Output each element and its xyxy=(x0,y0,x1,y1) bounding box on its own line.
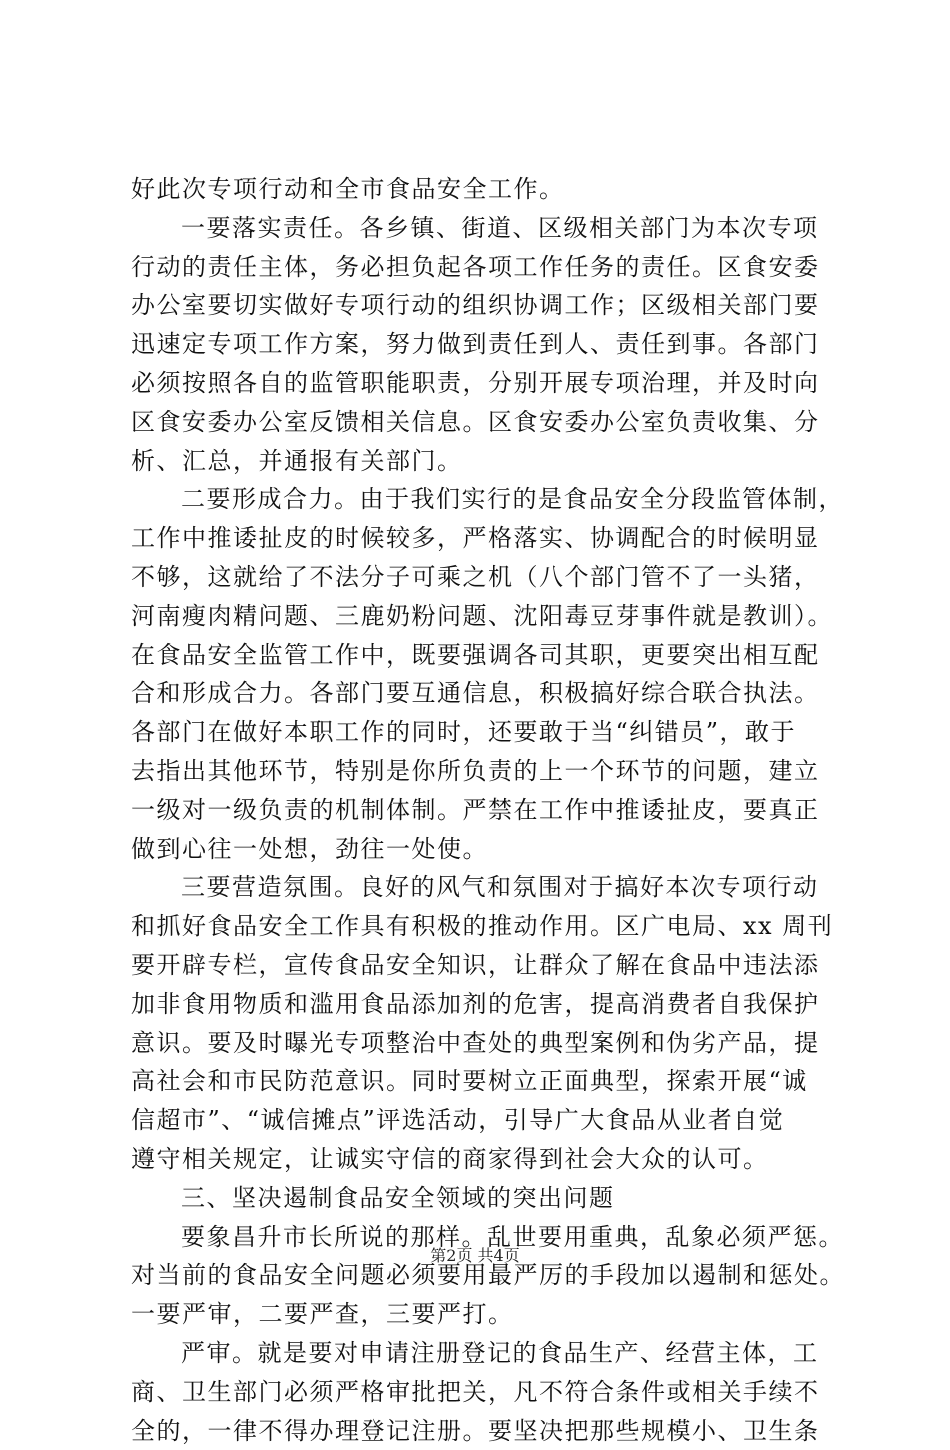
text-line: 工作中推诿扯皮的时候较多，严格落实、协调配合的时候明显 xyxy=(131,519,831,558)
text-line: 和抓好食品安全工作具有积极的推动作用。区广电局、xx 周刊 xyxy=(131,907,831,946)
text-line: 商、卫生部门必须严格审批把关，凡不符合条件或相关手续不 xyxy=(131,1373,831,1412)
text-line: 不够，这就给了不法分子可乘之机（八个部门管不了一头猪， xyxy=(131,558,831,597)
text-line: 合和形成合力。各部门要互通信息，积极搞好综合联合执法。 xyxy=(131,674,831,713)
section-heading: 三、坚决遏制食品安全领域的突出问题 xyxy=(131,1179,831,1218)
text-line: 各部门在做好本职工作的同时，还要敢于当“纠错员”，敢于 xyxy=(131,713,831,752)
text-line: 全的，一律不得办理登记注册。要坚决把那些规模小、卫生条 xyxy=(131,1412,831,1450)
text-line: 遵守相关规定，让诚实守信的商家得到社会大众的认可。 xyxy=(131,1140,831,1179)
text-line: 一要严审，二要严查，三要严打。 xyxy=(131,1295,831,1334)
page-number-footer: 第2页 共4页 xyxy=(0,1246,950,1266)
text-line: 一要落实责任。各乡镇、街道、区级相关部门为本次专项 xyxy=(131,209,831,248)
text-line: 一级对一级负责的机制体制。严禁在工作中推诿扯皮，要真正 xyxy=(131,791,831,830)
text-line: 高社会和市民防范意识。同时要树立正面典型，探索开展“诚 xyxy=(131,1062,831,1101)
text-line: 做到心往一处想，劲往一处使。 xyxy=(131,830,831,869)
text-line: 要象昌升市长所说的那样。乱世要用重典，乱象必须严惩。 xyxy=(131,1218,831,1257)
text-line: 对当前的食品安全问题必须要用最严厉的手段加以遏制和惩处。 xyxy=(131,1256,831,1295)
text-line: 信超市”、“诚信摊点”评选活动，引导广大食品从业者自觉 xyxy=(131,1101,831,1140)
text-line: 二要形成合力。由于我们实行的是食品安全分段监管体制， xyxy=(131,480,831,519)
text-line: 去指出其他环节，特别是你所负责的上一个环节的问题，建立 xyxy=(131,752,831,791)
text-line: 要开辟专栏，宣传食品安全知识，让群众了解在食品中违法添 xyxy=(131,946,831,985)
text-line: 必须按照各自的监管职能职责，分别开展专项治理，并及时向 xyxy=(131,364,831,403)
text-line: 加非食用物质和滥用食品添加剂的危害，提高消费者自我保护 xyxy=(131,985,831,1024)
text-line: 意识。要及时曝光专项整治中查处的典型案例和伪劣产品，提 xyxy=(131,1024,831,1063)
text-line: 好此次专项行动和全市食品安全工作。 xyxy=(131,170,831,209)
text-line: 区食安委办公室反馈相关信息。区食安委办公室负责收集、分 xyxy=(131,403,831,442)
text-line: 迅速定专项工作方案，努力做到责任到人、责任到事。各部门 xyxy=(131,325,831,364)
text-line: 办公室要切实做好专项行动的组织协调工作；区级相关部门要 xyxy=(131,286,831,325)
text-line: 三要营造氛围。良好的风气和氛围对于搞好本次专项行动 xyxy=(131,868,831,907)
text-line: 在食品安全监管工作中，既要强调各司其职，更要突出相互配 xyxy=(131,636,831,675)
text-line: 行动的责任主体，务必担负起各项工作任务的责任。区食安委 xyxy=(131,248,831,287)
text-line: 严审。就是要对申请注册登记的食品生产、经营主体，工 xyxy=(131,1334,831,1373)
text-line: 析、汇总，并通报有关部门。 xyxy=(131,442,831,481)
text-line: 河南瘦肉精问题、三鹿奶粉问题、沈阳毒豆芽事件就是教训）。 xyxy=(131,597,831,636)
